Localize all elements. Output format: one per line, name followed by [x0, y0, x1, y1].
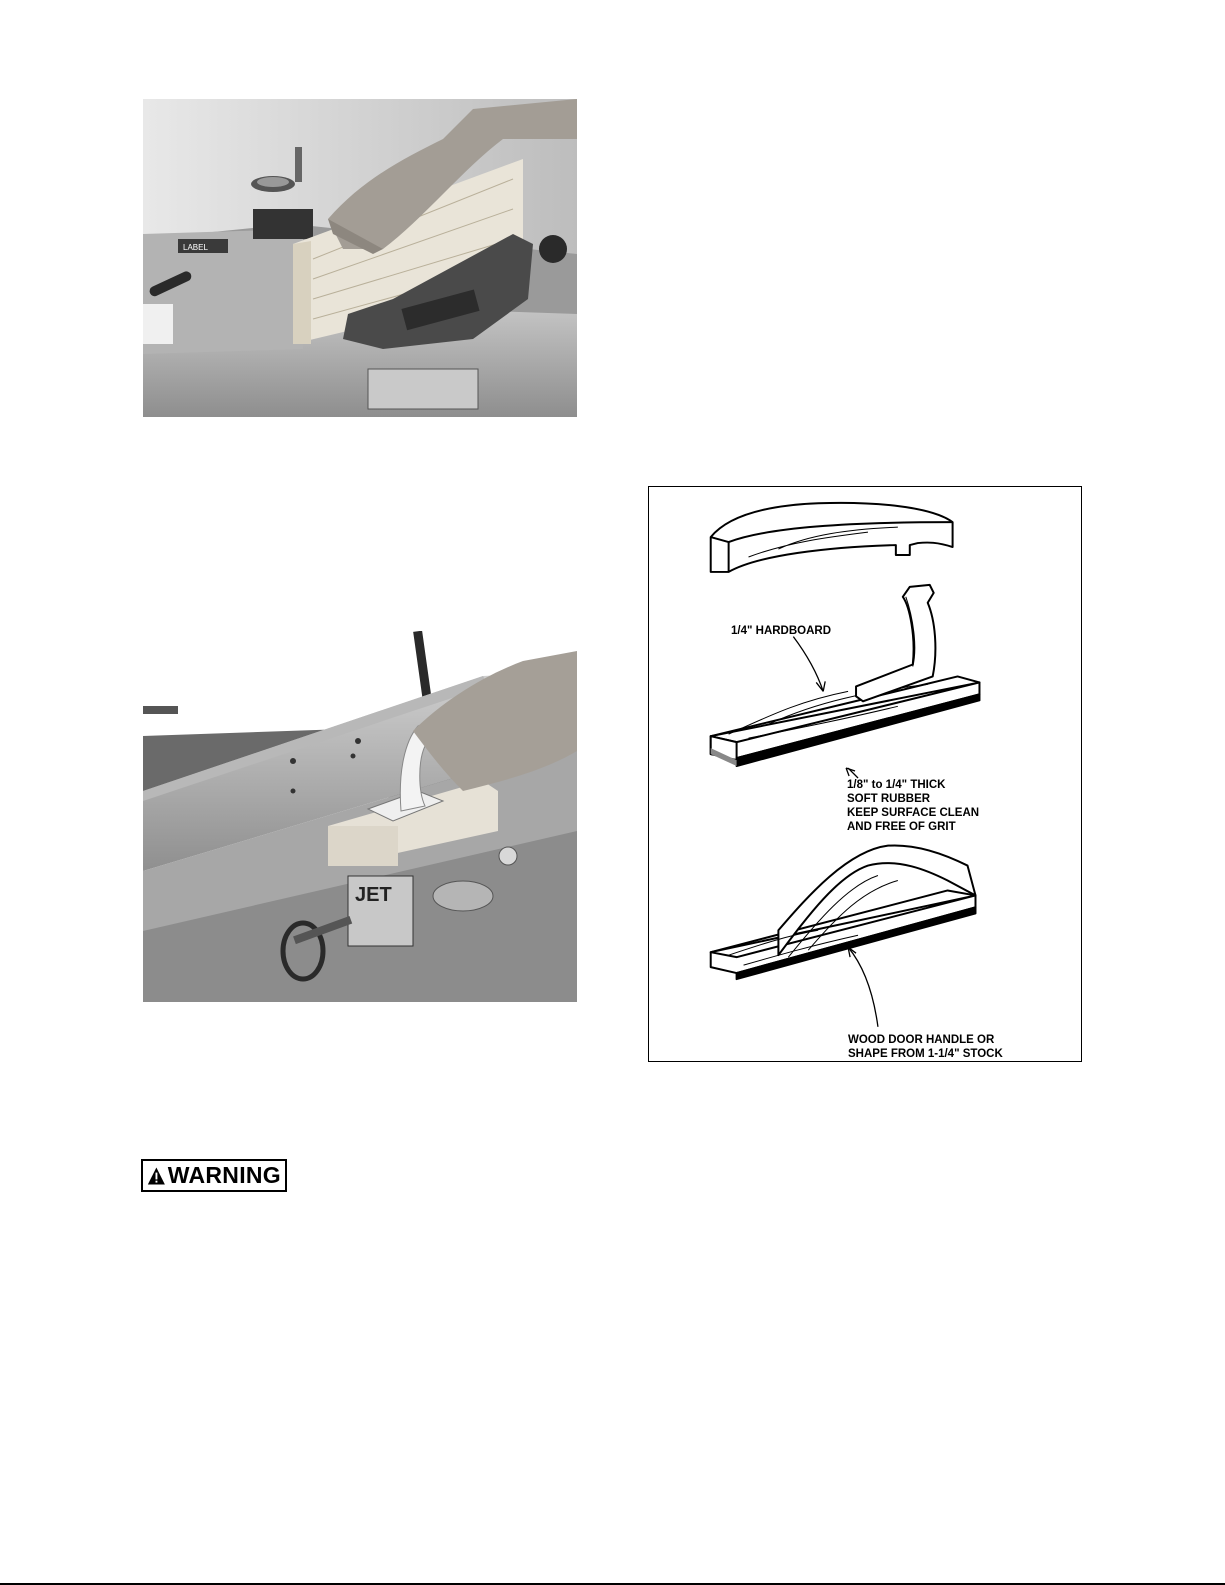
- push-block-diagram: [648, 486, 1082, 1062]
- jointer-edge-photo: [143, 99, 577, 417]
- jointer-edge-photo-icon: [143, 99, 577, 417]
- handle-label: WOOD DOOR HANDLE OR SHAPE FROM 1-1/4" STOCK: [848, 1034, 1003, 1060]
- warning-triangle-icon: [147, 1165, 166, 1187]
- svg-text:JET: JET: [355, 884, 392, 906]
- svg-text:LABEL: LABEL: [183, 243, 208, 252]
- warning-label: WARNING: [167, 1162, 281, 1188]
- hardboard-label: 1/4" HARDBOARD: [731, 625, 832, 637]
- jointer-push-block-photo-icon: [143, 631, 577, 1002]
- push-block-drawing-icon: [649, 487, 1081, 1061]
- rubber-label: 1/8" to 1/4" THICK SOFT RUBBER KEEP SURFACE CLEAN AND FREE OF GRIT: [847, 779, 980, 833]
- warning-badge: [141, 1159, 287, 1192]
- jointer-push-block-photo: [143, 631, 577, 1002]
